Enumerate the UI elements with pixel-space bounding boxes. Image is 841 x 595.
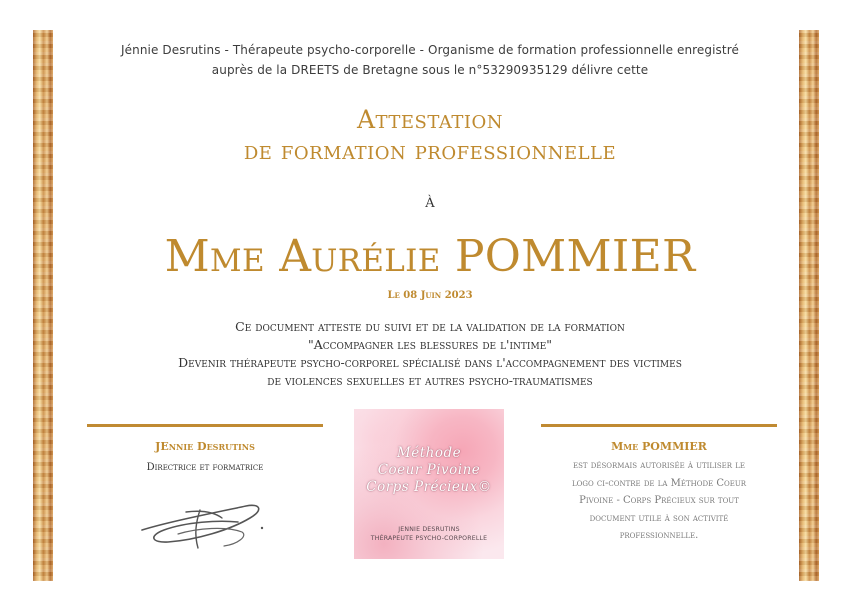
logo-line-1: Méthode <box>396 445 462 461</box>
logo-sub-2: THÉRAPEUTE PSYCHO-CORPORELLE <box>370 535 488 542</box>
signatory-role: Directrice et formatrice <box>146 462 264 473</box>
logo-sub-1: JENNIE DESRUTINS <box>398 526 460 533</box>
signatory-name: JEnnie Desrutins <box>155 440 255 453</box>
body-line-4: de violences sexuelles et autres psycho-traumatismes <box>267 373 593 388</box>
intro-line-1: Jénnie Desrutins - Thérapeute psycho-corporelle - Organisme de formation professionnelle enregistré <box>121 43 739 57</box>
authorized-name: Mme POMMIER <box>611 440 707 453</box>
body-line-2: "Accompagner les blessures de l'intime" <box>307 337 553 352</box>
logo-line-3: Corps Précieux© <box>366 479 492 495</box>
intro-line-2: auprès de la DREETS de Bretagne sous le n°53290935129 délivre cette <box>211 63 649 77</box>
method-logo <box>354 409 504 559</box>
body-line-1: Ce document atteste du suivi et de la validation de la formation <box>235 319 625 334</box>
certificate-title <box>100 104 760 166</box>
logo-subtitle <box>354 525 504 543</box>
authorization-line-5: professionnelle. <box>619 530 699 541</box>
gold-border-left <box>33 30 53 581</box>
body-line-3: Devenir thérapeute psycho-corporel spécialisé dans l'accompagnement des victimes <box>178 355 682 370</box>
a-mark: À <box>425 196 435 211</box>
certificate-body <box>90 318 770 390</box>
gold-border-right <box>799 30 819 581</box>
authorization-line-2: logo ci-contre de la Méthode Coeur <box>571 477 747 489</box>
divider-right <box>541 424 777 427</box>
logo-title <box>354 445 504 496</box>
title-line-1: Attestation <box>356 105 504 134</box>
authorization-line-3: Pivoine - Corps Précieux sur tout <box>579 495 739 506</box>
handwritten-signature <box>138 492 270 556</box>
title-line-2: de formation professionnelle <box>243 136 617 165</box>
divider-left <box>87 424 323 427</box>
authorization-text <box>541 457 777 545</box>
recipient-name: Mme Aurélie POMMIER <box>164 231 696 282</box>
intro-text <box>90 40 770 80</box>
logo-line-2: Coeur Pivoine <box>377 462 481 478</box>
certificate-date: Le 08 Juin 2023 <box>387 290 473 301</box>
authorization-line-1: est désormais autorisée à utiliser le <box>573 460 745 471</box>
authorization-line-4: document utile à son activité <box>589 512 729 524</box>
